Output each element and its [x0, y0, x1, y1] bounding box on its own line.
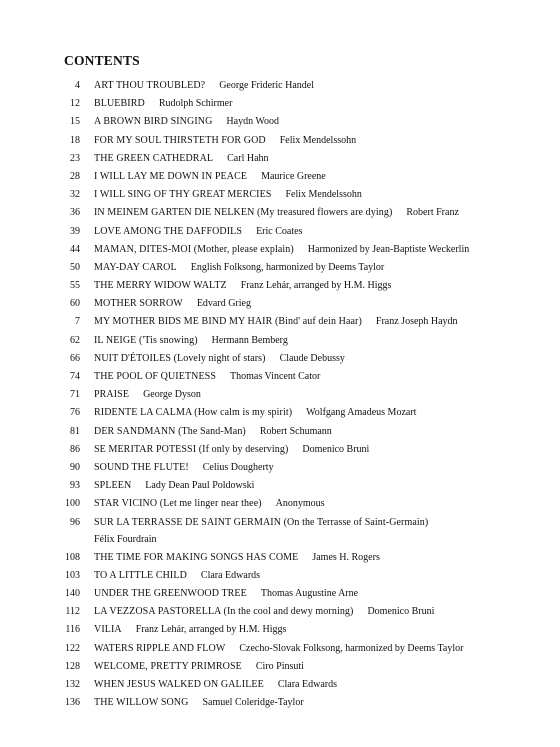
entry-text [94, 567, 549, 585]
entry-composer-credit: Claude Debussy [279, 352, 345, 364]
entry-page-number: 36 [70, 207, 80, 219]
entry-composer-credit: Harmonized by Jean-Baptiste Weckerlin [307, 243, 470, 255]
contents-entry [0, 694, 560, 712]
contents-entry [0, 95, 560, 113]
entry-page-number: 28 [70, 170, 80, 182]
entry-song-title: WHEN JESUS WALKED ON GALILEE [94, 679, 264, 690]
entry-text [94, 386, 549, 404]
entry-song-title: I WILL LAY ME DOWN IN PEACE [94, 170, 248, 182]
contents-entry [0, 423, 560, 441]
entry-text [94, 223, 549, 241]
entry-page-number: 93 [70, 480, 80, 492]
entry-page-number: 86 [70, 443, 80, 455]
entry-page-number: 15 [70, 116, 80, 128]
entry-composer-credit: Thomas Augustine Arne [260, 588, 359, 600]
entry-composer-credit: Clara Edwards [277, 679, 337, 690]
entry-composer-credit: Lady Dean Paul Poldowski [145, 480, 255, 492]
contents-entry [0, 313, 560, 331]
contents-entry [0, 495, 560, 513]
entry-page-number: 39 [70, 225, 80, 237]
entry-page-number: 90 [70, 461, 80, 473]
contents-list [0, 77, 560, 712]
entry-page-number: 4 [75, 80, 80, 91]
entry-composer-credit: Franz Joseph Haydn [375, 316, 458, 328]
entry-song-title: DER SANDMANN (The Sand-Man) [94, 425, 246, 437]
entry-text [94, 368, 549, 386]
entry-song-title: LOVE AMONG THE DAFFODILS [94, 225, 243, 237]
entry-song-title: MY MOTHER BIDS ME BIND MY HAIR (Bind' auf dein Haar) [94, 316, 362, 328]
contents-entry [0, 514, 560, 549]
entry-song-title: THE POOL OF QUIETNESS [94, 371, 217, 382]
entry-text [94, 132, 549, 150]
entry-page-number: 132 [65, 679, 80, 690]
contents-entry [0, 676, 560, 694]
entry-composer-credit: Felix Mendelssohn [285, 189, 362, 201]
entry-composer-credit: Rudolph Schirmer [158, 98, 233, 110]
entry-text [94, 77, 549, 95]
entry-composer-credit: Franz Lehár, arranged by H.M. Higgs [135, 624, 287, 636]
entry-text [94, 477, 549, 495]
entry-composer-credit: Eric Coates [256, 225, 303, 237]
entry-text [94, 658, 549, 676]
entry-song-title: WATERS RIPPLE AND FLOW [94, 642, 226, 654]
contents-entry [0, 368, 560, 386]
entry-page-number: 100 [65, 498, 80, 510]
contents-entry [0, 295, 560, 313]
entry-composer-credit: Domenico Bruni [367, 606, 435, 618]
entry-composer-credit: George Dyson [143, 389, 201, 401]
entry-text [94, 640, 549, 658]
entry-song-title: RIDENTE LA CALMA (How calm is my spirit) [94, 407, 293, 419]
entry-text [94, 694, 549, 712]
contents-entry [0, 658, 560, 676]
entry-song-title: IL NEIGE ('Tis snowing) [94, 334, 198, 346]
entry-page-number: 128 [65, 660, 80, 672]
contents-entry [0, 441, 560, 459]
entry-text [94, 350, 549, 368]
contents-entry [0, 603, 560, 621]
contents-entry [0, 477, 560, 495]
entry-text [94, 150, 549, 168]
entry-page-number: 55 [70, 280, 80, 292]
entry-page-number: 76 [70, 407, 80, 419]
contents-entry [0, 332, 560, 350]
entry-text [94, 168, 549, 186]
entry-page-number: 81 [70, 425, 80, 437]
entry-composer-credit: Domenico Bruni [302, 443, 370, 455]
entry-composer-credit: Felix Mendelssohn [279, 134, 357, 146]
entry-song-title: NUIT D'ÉTOILES (Lovely night of stars) [94, 352, 266, 364]
entry-text [94, 204, 549, 222]
entry-text [94, 603, 549, 621]
entry-composer-credit: Samuel Coleridge-Taylor [202, 697, 304, 709]
entry-composer-credit: Félix Fourdrain [94, 533, 157, 545]
entry-text [94, 621, 549, 639]
contents-entry [0, 567, 560, 585]
entry-composer-credit: English Folksong, harmonized by Deems Taylor [190, 261, 385, 273]
entry-text [94, 332, 549, 350]
entry-song-title: A BROWN BIRD SINGING [94, 116, 213, 128]
entry-song-title: THE GREEN CATHEDRAL [94, 152, 214, 164]
entry-song-title: LA VEZZOSA PASTORELLA (In the cool and dewy morning) [94, 606, 354, 618]
entry-text [94, 423, 549, 441]
contents-entry [0, 168, 560, 186]
entry-song-title: THE TIME FOR MAKING SONGS HAS COME [94, 551, 299, 563]
entry-composer-credit: Wolfgang Amadeus Mozart [306, 407, 417, 419]
entry-page-number: 32 [70, 189, 80, 201]
contents-entry [0, 223, 560, 241]
contents-entry [0, 259, 560, 277]
entry-text [94, 313, 549, 331]
entry-composer-credit: Anonymous [275, 498, 325, 510]
entry-text [94, 241, 549, 259]
entry-page-number: 60 [70, 298, 80, 310]
entry-composer-credit: James H. Rogers [312, 551, 380, 563]
entry-song-title: IN MEINEM GARTEN DIE NELKEN (My treasured flowers are dying) [94, 207, 393, 219]
entry-text [94, 495, 549, 513]
entry-text [94, 549, 549, 567]
entry-page-number: 74 [70, 371, 80, 382]
contents-entry [0, 350, 560, 368]
entry-page-number: 66 [70, 352, 80, 364]
entry-composer-credit: Haydn Wood [226, 116, 280, 128]
entry-song-title: THE WILLOW SONG [94, 697, 189, 709]
entry-text [94, 441, 549, 459]
entry-song-title: FOR MY SOUL THIRSTETH FOR GOD [94, 134, 266, 146]
entry-page-number: 116 [65, 624, 80, 636]
entry-page-number: 140 [65, 588, 80, 600]
entry-text [94, 295, 549, 313]
contents-entry [0, 132, 560, 150]
entry-text [94, 514, 549, 547]
contents-entry [0, 404, 560, 422]
entry-song-title: BLUEBIRD [94, 98, 145, 110]
contents-entry [0, 459, 560, 477]
entry-composer-credit: Celius Dougherty [202, 461, 274, 473]
entry-page-number: 108 [65, 551, 80, 563]
contents-entry [0, 113, 560, 131]
contents-entry [0, 241, 560, 259]
entry-text [94, 186, 549, 204]
entry-page-number: 103 [65, 569, 80, 581]
entry-text [94, 259, 549, 277]
entry-page-number: 122 [65, 642, 80, 654]
entry-song-title: SOUND THE FLUTE! [94, 461, 189, 473]
contents-heading: CONTENTS [64, 53, 140, 68]
entry-page-number: 12 [70, 98, 80, 110]
entry-song-title: THE MERRY WIDOW WALTZ [94, 280, 227, 292]
entry-song-title: ART THOU TROUBLED? [94, 80, 206, 91]
entry-composer-credit: Hermann Bemberg [211, 334, 288, 346]
entry-composer-credit: Robert Schumann [259, 425, 332, 437]
entry-page-number: 44 [70, 243, 80, 255]
entry-text [94, 585, 549, 603]
entry-song-title: WELCOME, PRETTY PRIMROSE [94, 660, 242, 672]
entry-composer-credit: Robert Franz [406, 207, 459, 219]
entry-text [94, 459, 549, 477]
entry-text [94, 277, 549, 295]
entry-song-title: SPLEEN [94, 480, 132, 492]
contents-entry [0, 150, 560, 168]
entry-song-title: MAMAN, DITES-MOI (Mother, please explain) [94, 243, 294, 255]
entry-composer-credit: Clara Edwards [200, 569, 261, 581]
entry-page-number: 7 [75, 316, 80, 328]
entry-text [94, 95, 549, 113]
entry-composer-credit: Edvard Grieg [196, 298, 251, 310]
entry-page-number: 18 [70, 134, 80, 146]
entry-text [94, 404, 549, 422]
contents-entry [0, 186, 560, 204]
entry-song-title: PRAISE [94, 389, 130, 401]
entry-page-number: 50 [70, 261, 80, 273]
contents-entry [0, 640, 560, 658]
contents-entry [0, 621, 560, 639]
contents-entry [0, 204, 560, 222]
entry-composer-credit: George Frideric Handel [219, 80, 314, 91]
entry-song-title: MOTHER SORROW [94, 298, 183, 310]
entry-composer-credit: Ciro Pinsuti [255, 660, 304, 672]
entry-page-number: 62 [70, 334, 80, 346]
entry-composer-credit: Carl Hahn [227, 152, 269, 164]
entry-song-title: UNDER THE GREENWOOD TREE [94, 588, 247, 600]
entry-page-number: 23 [70, 152, 80, 164]
entry-page-number: 96 [70, 516, 80, 528]
entry-page-number: 112 [65, 606, 80, 618]
contents-entry [0, 549, 560, 567]
entry-page-number: 71 [70, 389, 80, 401]
contents-entry [0, 386, 560, 404]
contents-entry [0, 77, 560, 95]
entry-composer-credit: Maurice Greene [261, 170, 326, 182]
entry-text [94, 113, 549, 131]
entry-song-title: MAY-DAY CAROL [94, 261, 177, 273]
entry-song-title: VILIA [94, 624, 122, 636]
entry-song-title: SE MERITAR POTESSI (If only by deserving) [94, 443, 289, 455]
entry-song-title: I WILL SING OF THY GREAT MERCIES [94, 189, 272, 201]
entry-composer-credit: Czecho-Slovak Folksong, harmonized by Deems Taylor [239, 642, 464, 654]
entry-song-title: SUR LA TERRASSE DE SAINT GERMAIN (On the Terrasse of Saint-Germain) [94, 516, 429, 528]
entry-composer-credit: Franz Lehár, arranged by H.M. Higgs [240, 280, 392, 292]
entry-composer-credit: Thomas Vincent Cator [230, 371, 321, 382]
entry-text [94, 676, 549, 694]
entry-page-number: 136 [65, 697, 80, 709]
entry-song-title: STAR VICINO (Let me linger near thee) [94, 498, 262, 510]
contents-entry [0, 277, 560, 295]
entry-song-title: TO A LITTLE CHILD [94, 569, 187, 581]
contents-entry [0, 585, 560, 603]
